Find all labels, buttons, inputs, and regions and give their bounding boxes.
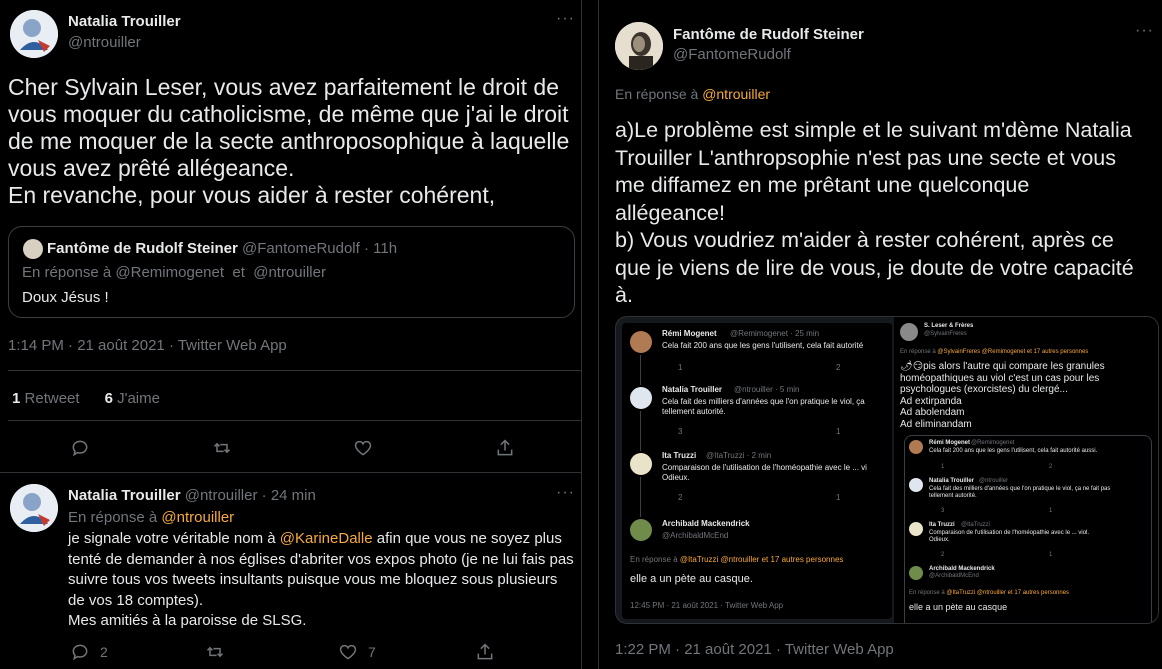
tweet-text-line: Cher Sylvain Leser, vous avez parfaitement le droit de [8,74,560,100]
tweet-text-line: vous avez prêté allégeance. [8,155,295,181]
tweet-text-line: En revanche, pour vous aider à rester cohérent, [8,182,496,208]
quoted-reply-to: En réponse à @Remimogenet et @ntrouiller [22,264,326,281]
avatar [630,331,652,353]
reply-count: 1 [678,363,683,372]
tweet-stats [12,390,160,407]
reply-to: En réponse à @ntrouiller [68,509,235,526]
reply-count: 2 [100,644,108,660]
avatar [909,478,923,492]
like-button[interactable] [338,642,376,662]
author-avatar[interactable] [615,22,663,70]
reply-to-link[interactable]: @ntrouiller [161,509,235,526]
thread-line [640,477,641,517]
quoted-time: 11h [373,240,398,257]
nested-text: 🌶😏pis alors l'autre qui compare les granules homéopathiques au viol c'est un cas pour les psychologues (exorcistes) du clergé... Ad extirpanda Ad abolendam Ad eliminandam [900,361,1105,430]
avatar [900,323,918,341]
like-count: 1 [836,493,841,502]
author-name[interactable]: Fantôme de Rudolf Steiner [673,26,864,43]
attached-screenshot[interactable] [615,316,1159,624]
avatar [909,440,923,454]
quoted-author: Fantôme de Rudolf Steiner @FantomeRudolf · 11h [47,240,398,257]
quoted-author-name: Fantôme de Rudolf Steiner [47,240,238,257]
tweet-timestamp[interactable]: 1:14 PM · 21 août 2021 · Twitter Web App [8,337,287,354]
screenshot-left-thread: Rémi Mogenet @Remimogenet · 25 min Cela fait 200 ans que les gens l'utilisent, cela fait autorité 1 2 Natalia Trouiller @ntrouiller · 5 min Cela fait des milliers d'années que l'on pratique le viol, ça tellement autorité. 3 1 Ita Truzzi @ItaTruzzi · 2 min Comparaison de l'utilisation de l'homéopathie avec le ... vi Odieux. 2 1 Archibald Mackendrick @ArchibaldMcEnd En réponse à @ItaTruzzi @ntrouiller et 17 autres personnes elle a un pète au casque. 12:45 PM · 21 août 2021 · Twitter Web App [622,323,892,619]
more-icon[interactable]: ··· [1135,22,1154,39]
screenshot-right-thread: S. Leser & Frères @SylvainFreres En réponse à @SylvainFreres @Remimogenet et 17 autres personnes 🌶😏pis alors l'autre qui compare les granules homéopathiques au viol c'est un cas pour les psychologues (exorcistes) du clergé... Ad extirpanda Ad abolendam Ad eliminandam Rémi Mogenet @Remimogenet Cela fait 200 ans que les gens l'utilisent, cela fait autorité aussi. 1 2 Natalia Trouiller @ntrouiller Cela fait des milliers d'années que l'on pratique le viol, ça ne fait pas tellement autorité. 3 1 Ita Truzzi @ItaTruzzi Comparaison de l'utilisation de l'homéopathie avec le ... viol. Odieux. 2 1 Archibald Mackendrick @ArchibaldMcEnd En réponse à @ItaTruzzi @ntrouiller et 17 autres personnes elle a un pète au casque [894,317,1159,624]
like-button[interactable] [353,438,373,458]
share-button[interactable] [495,438,515,458]
more-icon[interactable]: ··· [556,10,575,27]
pane-gap [583,0,598,669]
share-icon [495,438,515,458]
divider [0,472,581,473]
reply-count: 2 [678,493,683,502]
author-avatar[interactable] [10,10,58,58]
avatar [630,453,652,475]
reply-count: 3 [678,427,683,436]
more-icon[interactable]: ··· [556,484,575,501]
reply-icon [70,438,90,458]
tweet-text-line: à. [615,283,633,307]
thread-line [640,355,641,385]
tweet-text [8,74,578,209]
quoted-text: Doux Jésus ! [22,289,109,306]
retweets-label[interactable]: Retweet [24,390,80,407]
reply-button[interactable] [70,642,108,662]
reply-author[interactable] [68,487,316,504]
tweet-timestamp[interactable]: 1:22 PM · 21 août 2021 · Twitter Web App [615,641,894,658]
reply-icon [70,642,90,662]
retweet-button[interactable] [212,438,232,458]
reply-time[interactable]: · 24 min [261,487,316,504]
reply-author-name[interactable]: Natalia Trouiller [68,487,181,504]
like-icon [353,438,373,458]
likes-label[interactable]: J'aime [117,390,160,407]
likes-count: 6 [104,390,113,407]
tweet-text [615,117,1161,310]
retweet-button[interactable] [205,642,225,662]
tweet-text-line: Trouiller L'anthropsophie n'est pas une secte et vous [615,145,1117,170]
like-count: 1 [836,427,841,436]
right-tweet-pane [598,0,1162,669]
mention-link[interactable]: @KarineDalle [279,530,373,547]
author-name[interactable]: Natalia Trouiller [68,13,181,30]
tweet-text-line: allégeance! [615,200,725,225]
like-count: 7 [368,644,376,660]
avatar [909,522,923,536]
reply-author-avatar[interactable] [10,484,58,532]
avatar [630,387,652,409]
divider [8,420,581,421]
share-icon [475,642,495,662]
divider [8,370,581,371]
retweet-icon [212,438,232,458]
nested-screenshot: Rémi Mogenet @Remimogenet Cela fait 200 ans que les gens l'utilisent, cela fait autorité aussi. 1 2 Natalia Trouiller @ntrouiller Cela fait des milliers d'années que l'on pratique le viol, ça ne fait pas tellement autorité. 3 1 Ita Truzzi @ItaTruzzi Comparaison de l'utilisation de l'homéopathie avec le ... viol. Odieux. 2 1 Archibald Mackendrick @ArchibaldMcEnd En réponse à @ItaTruzzi @ntrouiller et 17 autres personnes elle a un pète au casque [904,435,1152,624]
share-button[interactable] [475,642,495,662]
thread-line [640,411,641,451]
reply-to: En réponse à @ntrouiller [615,86,771,102]
reply-button[interactable] [70,438,90,458]
quoted-author-handle: @FantomeRudolf [242,240,360,257]
tweet-text-line: a)Le problème est simple et le suivant m'dème Natalia [615,118,1132,142]
retweet-icon [205,642,225,662]
tweet-text-line: de me moquer de la secte anthroposophique à laquelle [8,128,570,154]
author-handle[interactable]: @FantomeRudolf [673,46,791,63]
like-icon [338,642,358,662]
author-handle[interactable]: @ntrouiller [68,34,141,51]
tweet-text-line: que je viens de lire de vous, je doute de votre capacité [615,255,1134,280]
reply-author-handle[interactable]: @ntrouiller [184,487,258,504]
like-count: 2 [836,363,841,372]
tweet-text-line: vous moquer du catholicisme, de même que j'ai le droit [8,101,569,127]
quoted-author-avatar [23,239,43,259]
avatar [630,519,652,541]
reply-text: je signale votre véritable nom à @KarineDalle afin que vous ne soyez plus tenté de demander à nos églises d'abriter vos expos photo (je ne lui fais pas suivre tous vos tweets insultants puisque vous me bloquez sous plusieurs de vos 18 comptes). Mes amitiés à la paroisse de SLSG. [68,530,574,629]
tweet-text-line: me diffamez en me prêtant une quelconque [615,173,1030,197]
avatar [909,566,923,580]
quoted-tweet[interactable] [8,226,575,318]
retweets-count: 1 [12,390,21,407]
reply-to-link[interactable]: @ntrouiller [702,86,771,102]
tweet-text-line: b) Vous voudriez m'aider à rester cohérent, après ce [615,228,1114,252]
